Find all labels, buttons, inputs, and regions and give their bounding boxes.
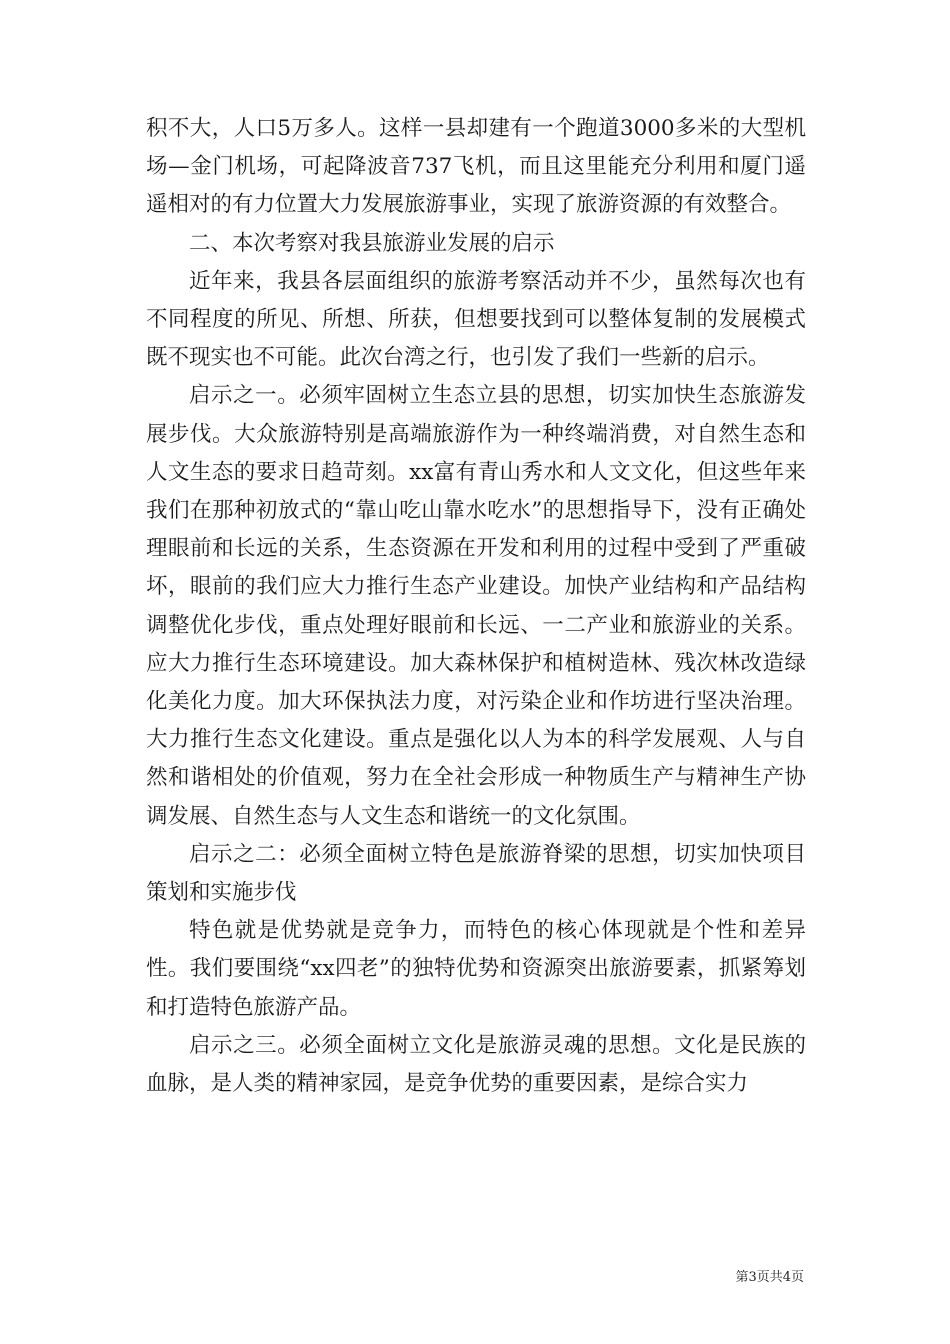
paragraph-5: 启示之二：必须全面树立特色是旅游脊梁的思想，切实加快项目策划和实施步伐 [146, 841, 806, 906]
section-heading-2: 二、本次考察对我县旅游业发展的启示 [189, 230, 555, 256]
page-number: 第3页共4页 [735, 1270, 804, 1285]
document-body [146, 110, 806, 1103]
paragraph-4: 启示之一。必须牢固树立生态立县的思想，切实加快生态旅游发展步伐。大众旅游特别是高端旅游作为一种终端消费，对自然生态和人文生态的要求日趋苛刻。xx富有青山秀水和人文文化，但这些年来我们在那种初放式的“靠山吃山靠水吃水”的思想指导下，没有正确处理眼前和长远的关系，生态资源在开发和利用的过程中受到了严重破坏，眼前的我们应大力推行生态产业建设。加快产业结构和产品结构调整优化步伐，重点处理好眼前和长远、一二产业和旅游业的关系。应大力推行生态环境建设。加大森林保护和植树造林、残次林改造绿化美化力度。加大环保执法力度，对污染企业和作坊进行坚决治理。大力推行生态文化建设。重点是强化以人为本的科学发展观、人与自然和谐相处的价值观，努力在全社会形成一种物质生产与精神生产协调发展、自然生态与人文生态和谐统一的文化氛围。 [146, 383, 806, 829]
paragraph-7: 启示之三。必须全面树立文化是旅游灵魂的思想。文化是民族的血脉，是人类的精神家园，是竞争优势的重要因素，是综合实力 [146, 1032, 806, 1097]
paragraph-3: 近年来，我县各层面组织的旅游考察活动并不少，虽然每次也有不同程度的所见、所想、所获，但想要找到可以整体复制的发展模式既不现实也不可能。此次台湾之行，也引发了我们一些新的启示。 [146, 268, 806, 371]
paragraph-6: 特色就是优势就是竞争力，而特色的核心体现就是个性和差异性。我们要围绕“xx四老”的独特优势和资源突出旅游要素，抓紧筹划和打造特色旅游产品。 [146, 918, 806, 1020]
paragraph-1: 积不大，人口5万多人。这样一县却建有一个跑道3000多米的大型机场—金门机场，可起降波音737飞机，而且这里能充分利用和厦门遥遥相对的有力位置大力发展旅游事业，实现了旅游资源的有效整合。 [146, 116, 806, 218]
